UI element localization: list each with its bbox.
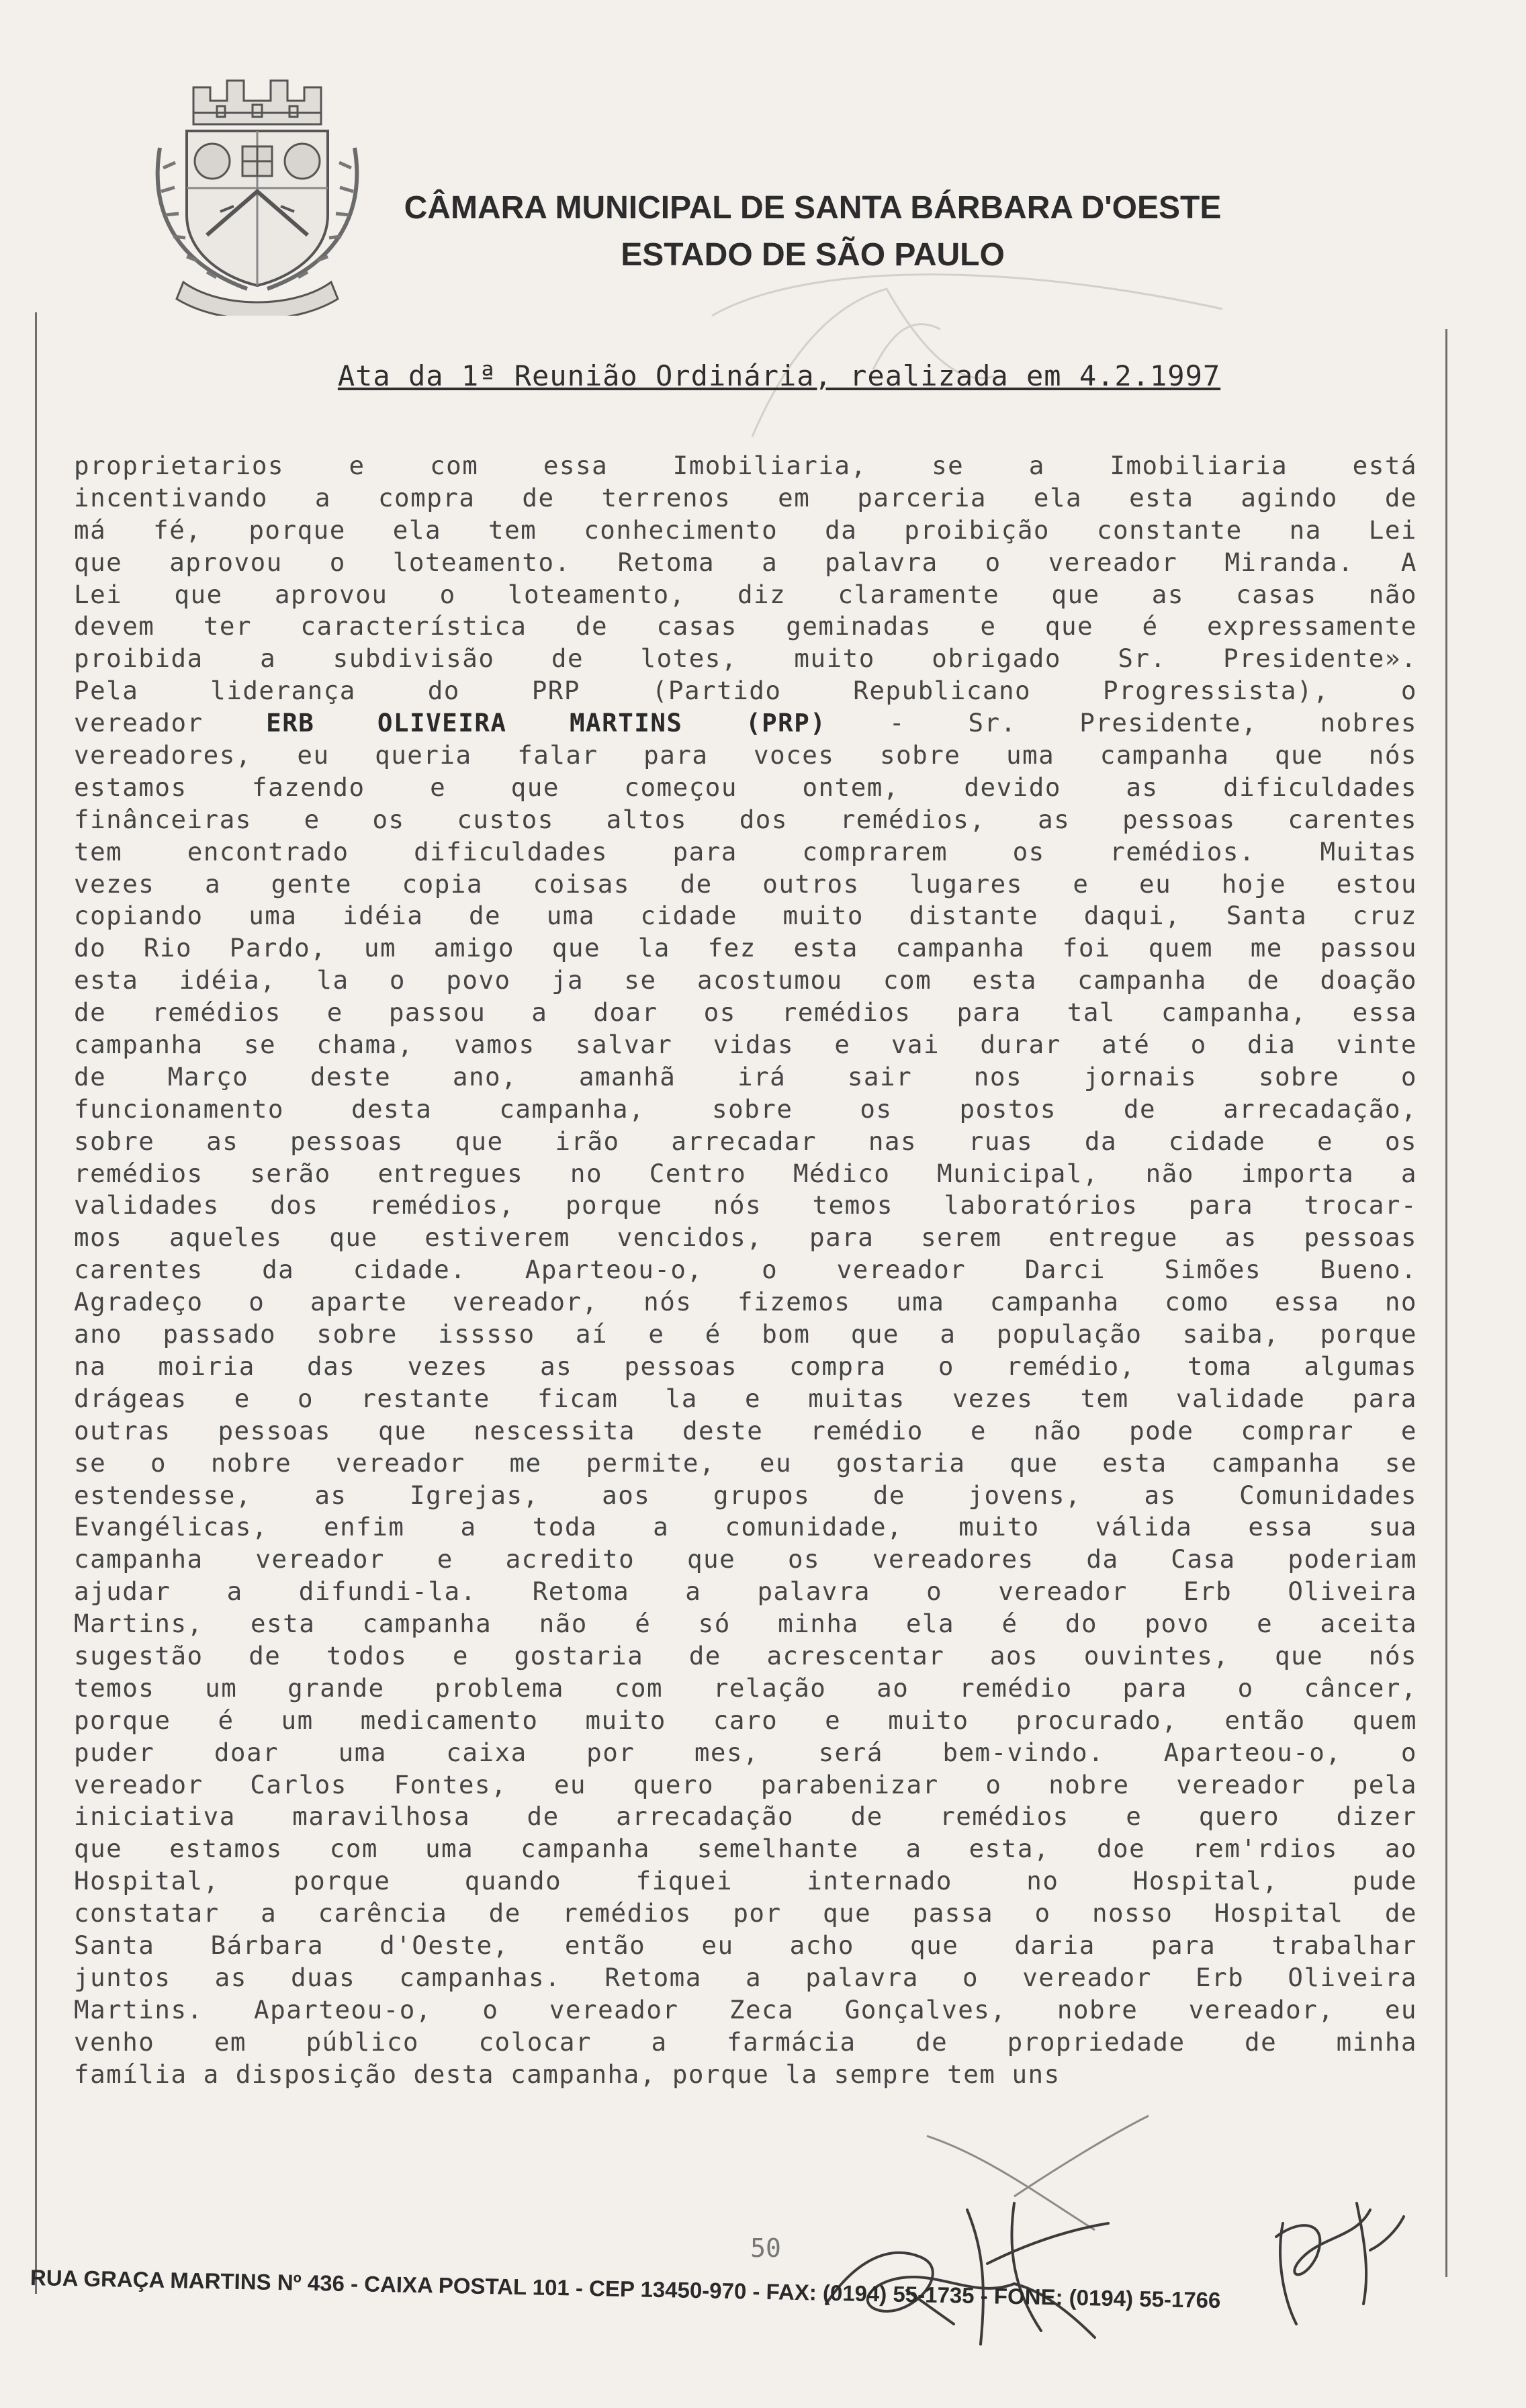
text-line: juntos as duas campanhas. Retoma a palavra o vereador Erb Oliveira [74,1962,1417,1992]
text-line: na moiria das vezes as pessoas compra o remédio, toma algumas [74,1351,1417,1381]
text-line: vezes a gente copia coisas de outros lugares e eu hoje estou [74,868,1417,899]
text-line: sugestão de todos e gostaria de acrescentar aos ouvintes, que nós [74,1640,1417,1670]
text-line: campanha se chama, vamos salvar vidas e vai durar até o dia vinte [74,1030,1417,1060]
text-line: venho em público colocar a farmácia de propriedade de minha [74,2026,1417,2057]
meeting-title: Ata da 1ª Reunião Ordinária, realizada em 4.2.1997 [337,359,1221,392]
state-name: ESTADO DE SÃO PAULO [621,237,1005,273]
text-line: Evangélicas, enfim a toda a comunidade, muito válida essa sua [74,1512,1417,1542]
municipal-coat-of-arms-icon [146,60,368,316]
minutes-body [74,450,1417,2090]
text-line: puder doar uma caixa por mes, será bem-vindo. Aparteou-o, o [74,1737,1417,1767]
text-line: Santa Bárbara d'Oeste, então eu acho que daria para trabalhar [74,1930,1417,1960]
footer-address: RUA GRAÇA MARTINS Nº 436 - CAIXA POSTAL 101 - CEP 13450-970 - FAX: (0194) 55-1735 - FONE: (0194) 55-1766 [30,2265,1221,2313]
institution-name: CÂMARA MUNICIPAL DE SANTA BÁRBARA D'OESTE [404,190,1222,226]
text-line: má fé, porque ela tem conhecimento da proibição constante na Lei [74,515,1417,545]
text-line: campanha vereador e acredito que os vereadores da Casa poderiam [74,1544,1417,1574]
text-line: ajudar a difundi-la. Retoma a palavra o vereador Erb Oliveira [74,1576,1417,1607]
page-number: 50 [750,2233,781,2263]
text-line: remédios serão entregues no Centro Médico Municipal, não importa a [74,1158,1417,1188]
text-line: do Rio Pardo, um amigo que la fez esta campanha foi quem me passou [74,933,1417,963]
text-line: proibida a subdivisão de lotes, muito obrigado Sr. Presidente». [74,643,1417,674]
text-line: que estamos com uma campanha semelhante a esta, doe rem'rdios ao [74,1834,1417,1864]
text-line: constatar a carência de remédios por que passa o nosso Hospital de [74,1898,1417,1928]
text-line: vereador Carlos Fontes, eu quero parabenizar o nobre vereador pela [74,1769,1417,1799]
text-segment: vereador [74,708,267,738]
text-line: estamos fazendo e que começou ontem, devido as dificuldades [74,772,1417,802]
right-margin-rule [1445,329,1447,2277]
text-line: de Março deste ano, amanhã irá sair nos jornais sobre o [74,1061,1417,1091]
text-line: estendesse, as Igrejas, aos grupos de jovens, as Comunidades [74,1480,1417,1510]
speaker-name: ERB OLIVEIRA MARTINS (PRP) [266,708,827,738]
text-line: incentivando a compra de terrenos em parceria ela esta agindo de [74,482,1417,512]
text-line: porque é um medicamento muito caro e muito procurado, então quem [74,1705,1417,1735]
text-line: drágeas e o restante ficam la e muitas vezes tem validade para [74,1383,1417,1413]
text-line: tem encontrado dificuldades para comprarem os remédios. Muitas [74,836,1417,866]
text-line: Pela liderança do PRP (Partido Republicano Progressista), o [74,676,1417,706]
text-line: devem ter característica de casas geminadas e que é expressamente [74,611,1417,641]
text-line: vereadores, eu queria falar para voces sobre uma campanha que nós [74,740,1417,770]
text-line: família a disposição desta campanha, porque la sempre tem uns [74,2059,1061,2089]
faint-stamp-icon [672,235,1276,457]
text-line [74,707,1417,740]
text-line: copiando uma idéia de uma cidade muito distante daqui, Santa cruz [74,901,1417,931]
text-line: se o nobre vereador me permite, eu gostaria que esta campanha se [74,1447,1417,1478]
text-line: Lei que aprovou o loteamento, diz claramente que as casas não [74,579,1417,609]
text-line: esta idéia, la o povo ja se acostumou com esta campanha de doação [74,965,1417,995]
text-line: mos aqueles que estiverem vencidos, para serem entregue as pessoas [74,1222,1417,1253]
text-line: iniciativa maravilhosa de arrecadação de remédios e quero dizer [74,1801,1417,1832]
text-line: carentes da cidade. Aparteou-o, o vereador Darci Simões Bueno. [74,1255,1417,1285]
text-line: ano passado sobre isssso aí e é bom que a população saiba, porque [74,1319,1417,1349]
text-line: Martins, esta campanha não é só minha ela é do povo e aceita [74,1609,1417,1639]
text-line: Hospital, porque quando fiquei internado no Hospital, pude [74,1866,1417,1896]
text-line: que aprovou o loteamento. Retoma a palavra o vereador Miranda. A [74,547,1417,577]
text-line: proprietarios e com essa Imobiliaria, se a Imobiliaria está [74,451,1417,480]
text-line: validades dos remédios, porque nós temos laboratórios para trocar- [74,1190,1417,1220]
text-line: Martins. Aparteou-o, o vereador Zeca Gonçalves, nobre vereador, eu [74,1994,1417,2024]
left-margin-rule [35,312,37,2294]
text-line: temos um grande problema com relação ao remédio para o câncer, [74,1673,1417,1703]
text-line: de remédios e passou a doar os remédios para tal campanha, essa [74,997,1417,1028]
text-line: Agradeço o aparte vereador, nós fizemos uma campanha como essa no [74,1287,1417,1317]
text-line: finânceiras e os custos altos dos remédios, as pessoas carentes [74,804,1417,834]
text-line: sobre as pessoas que irão arrecadar nas ruas da cidade e os [74,1126,1417,1156]
text-line: outras pessoas que nescessita deste remédio e não pode comprar e [74,1415,1417,1445]
text-segment: - Sr. Presidente, nobres [826,708,1417,738]
text-line: funcionamento desta campanha, sobre os postos de arrecadação, [74,1094,1417,1124]
signature-icon [813,2183,1128,2351]
